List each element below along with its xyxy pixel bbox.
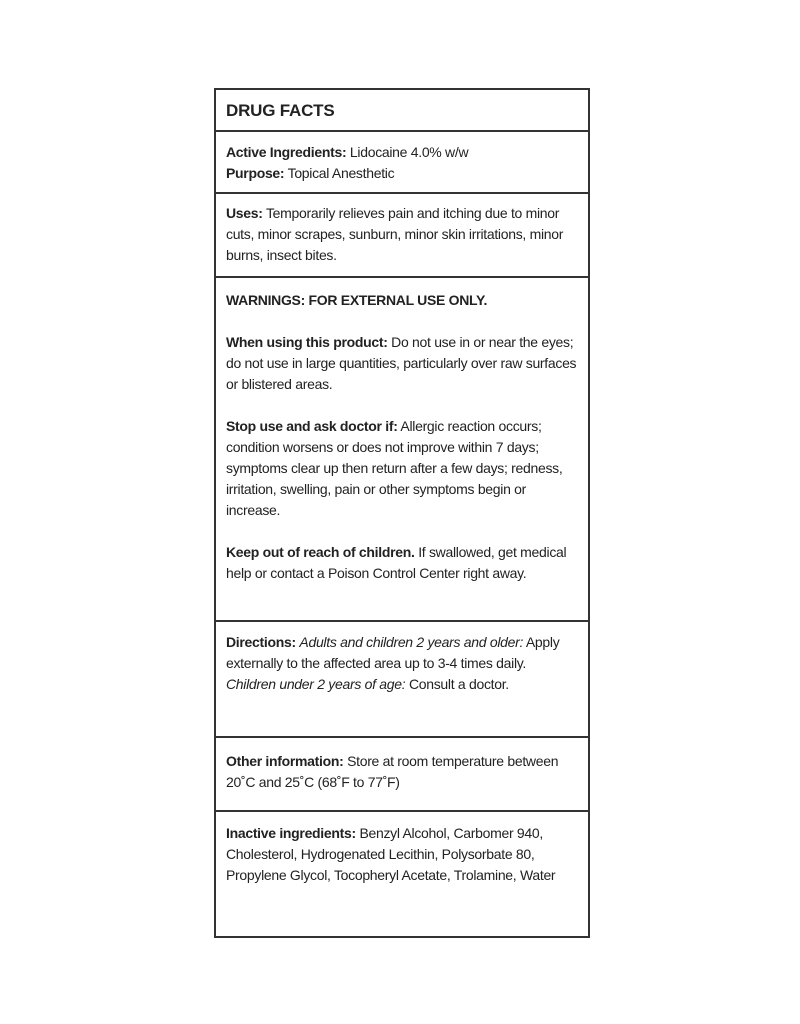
uses-section [216,194,588,278]
inactive-ingredients-text: Benzyl Alcohol, Carbomer 940, Cholesterol, Hydrogenated Lecithin, Polysorbate 80, Propylene Glycol, Tocopheryl Acetate, Trolamine, Water [226,825,556,883]
warnings-heading: WARNINGS: FOR EXTERNAL USE ONLY. [226,292,488,308]
drug-facts-panel [214,88,590,938]
other-information-section [216,738,588,812]
directions-children-label: Children under 2 years of age: [226,676,406,692]
drug-facts-title: DRUG FACTS [226,100,335,120]
when-using-label: When using this product: [226,334,388,350]
directions-adults-text: Apply externally to the affected area up to 3-4 times daily. [226,634,560,671]
inactive-ingredients-paragraph [226,823,578,886]
uses-label: Uses: [226,205,263,221]
active-ingredients-line [226,142,578,163]
directions-children-paragraph [226,674,578,695]
active-ingredients-label: Active Ingredients: [226,144,347,160]
purpose-line [226,163,578,184]
when-using-paragraph [226,332,578,395]
uses-paragraph [226,203,578,266]
directions-children-text: Consult a doctor. [408,676,509,692]
inactive-ingredients-label: Inactive ingredients: [226,825,356,841]
other-information-text: Store at room temperature between 20˚C and 25˚C (68˚F to 77˚F) [226,753,559,790]
active-ingredients-section [216,132,588,194]
stop-use-paragraph [226,416,578,521]
uses-text: Temporarily relieves pain and itching due to minor cuts, minor scrapes, sunburn, minor skin irritations, minor burns, insect bites. [226,205,564,263]
keep-out-paragraph [226,542,578,584]
other-information-paragraph [226,751,578,793]
directions-adults-paragraph [226,632,578,674]
directions-section [216,622,588,738]
other-information-label: Other information: [226,753,344,769]
purpose-value: Topical Anesthetic [287,165,395,181]
drug-facts-header [216,90,588,132]
directions-adults-label: Adults and children 2 years and older: [299,634,524,650]
inactive-ingredients-section [216,812,588,936]
when-using-text: Do not use in or near the eyes; do not use in large quantities, particularly over raw surfaces or blistered areas. [226,334,577,392]
stop-use-text: Allergic reaction occurs; condition worsens or does not improve within 7 days; symptoms clear up then return after a few days; redness, irritation, swelling, pain or other symptoms begin or increase. [226,418,563,518]
purpose-label: Purpose: [226,165,285,181]
stop-use-label: Stop use and ask doctor if: [226,418,398,434]
directions-label: Directions: [226,634,296,650]
warnings-section [216,278,588,622]
active-ingredients-value: Lidocaine 4.0% w/w [349,144,469,160]
keep-out-text: If swallowed, get medical help or contact a Poison Control Center right away. [226,544,567,581]
keep-out-label: Keep out of reach of children. [226,544,415,560]
